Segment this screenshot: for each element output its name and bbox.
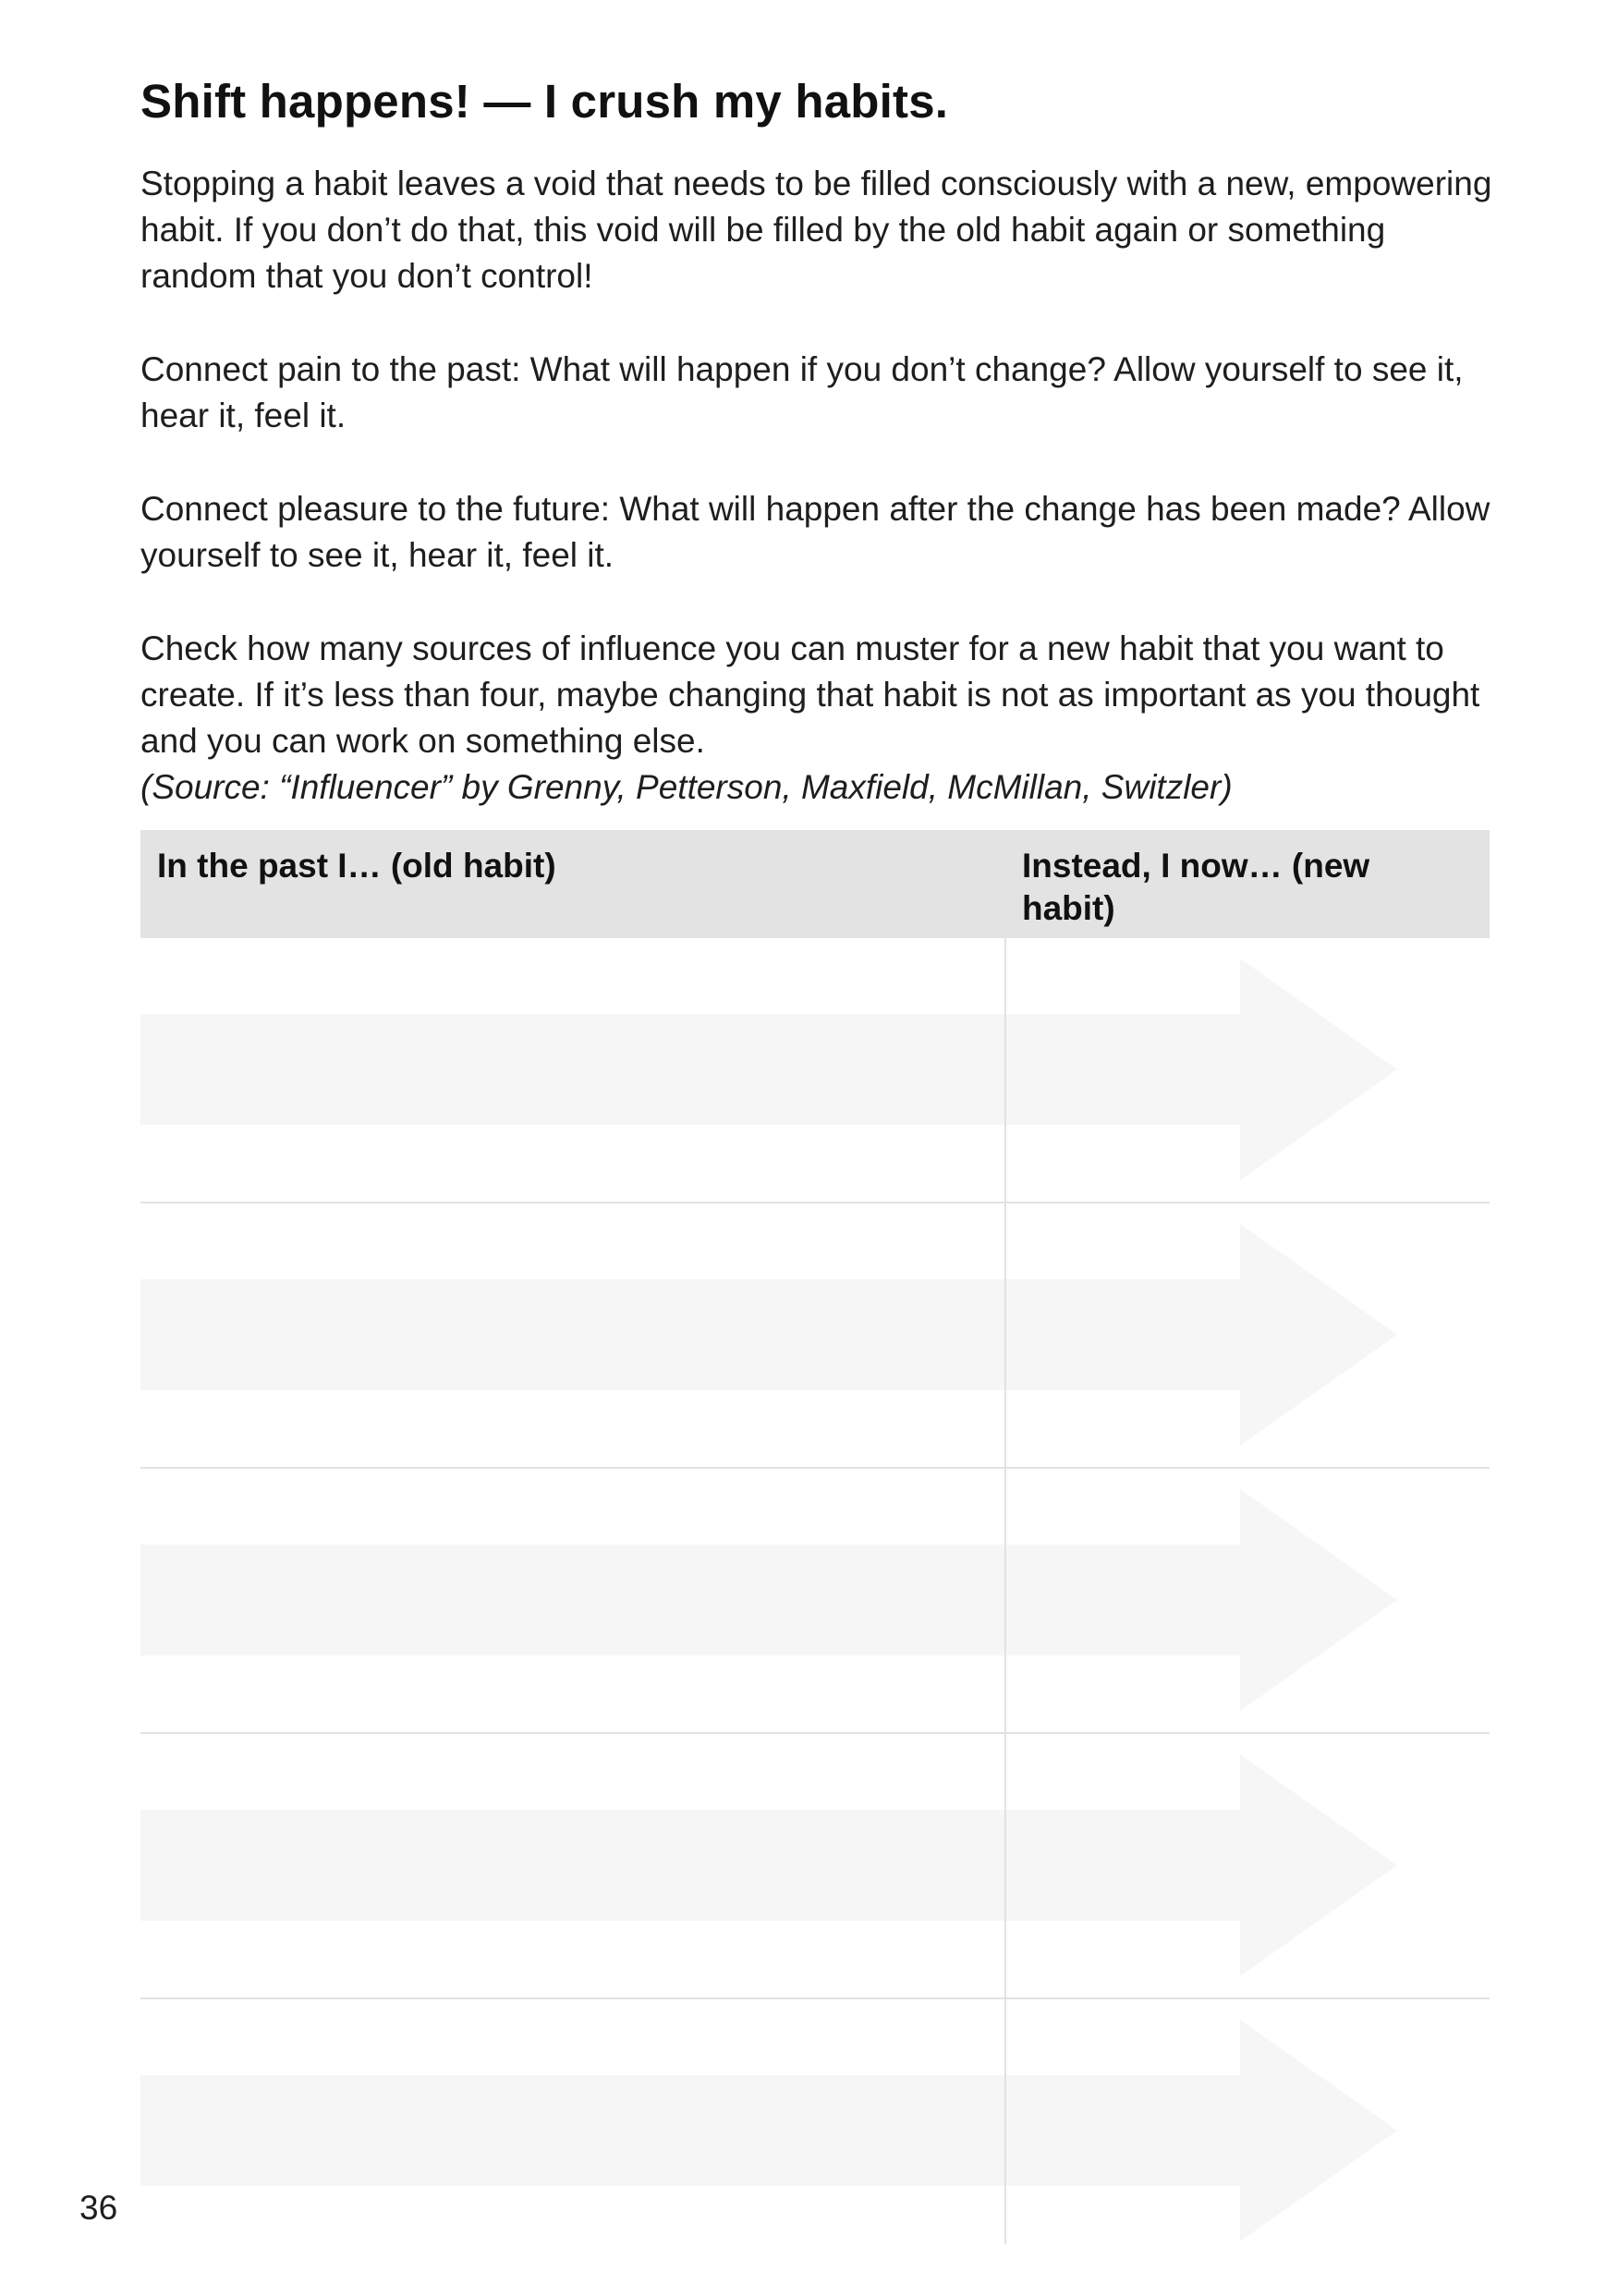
header-old-habit: In the past I… (old habit) — [157, 847, 556, 885]
page-title: Shift happens! — I crush my habits. — [140, 75, 949, 128]
habit-table — [140, 830, 1490, 2244]
arrow-icon — [140, 1489, 1397, 1711]
table-header — [140, 830, 1490, 938]
column-divider — [1004, 938, 1006, 2244]
table-row — [140, 1999, 1490, 2265]
intro-paragraph: Stopping a habit leaves a void that needs to be filled consciously with a new, empowering habit. If you don’t do that, this void will be filled by the old habit again or something random that you don’t control! — [140, 165, 1492, 295]
table-row — [140, 1203, 1490, 1469]
pain-paragraph: Connect pain to the past: What will happen if you don’t change? Allow yourself to see it, hear it, feel it. — [140, 350, 1464, 434]
header-new-habit: Instead, I now… (new habit) — [1022, 847, 1370, 927]
arrow-icon — [140, 1224, 1397, 1446]
source-citation: (Source: “Influencer” by Grenny, Petterson, Maxfield, McMillan, Switzler) — [140, 768, 1233, 806]
arrow-icon — [140, 959, 1397, 1180]
page-number: 36 — [79, 2189, 118, 2227]
influence-paragraph: Check how many sources of influence you can muster for a new habit that you want to create. If it’s less than four, maybe changing that habit is not as important as you thought and you can work on something else. — [140, 629, 1480, 760]
arrow-icon — [140, 1754, 1397, 1976]
pleasure-paragraph: Connect pleasure to the future: What will happen after the change has been made? Allow yourself to see it, hear it, feel it. — [140, 490, 1490, 574]
arrow-icon — [140, 2020, 1397, 2241]
table-row — [140, 938, 1490, 1203]
table-row — [140, 1734, 1490, 1999]
table-row — [140, 1469, 1490, 1734]
